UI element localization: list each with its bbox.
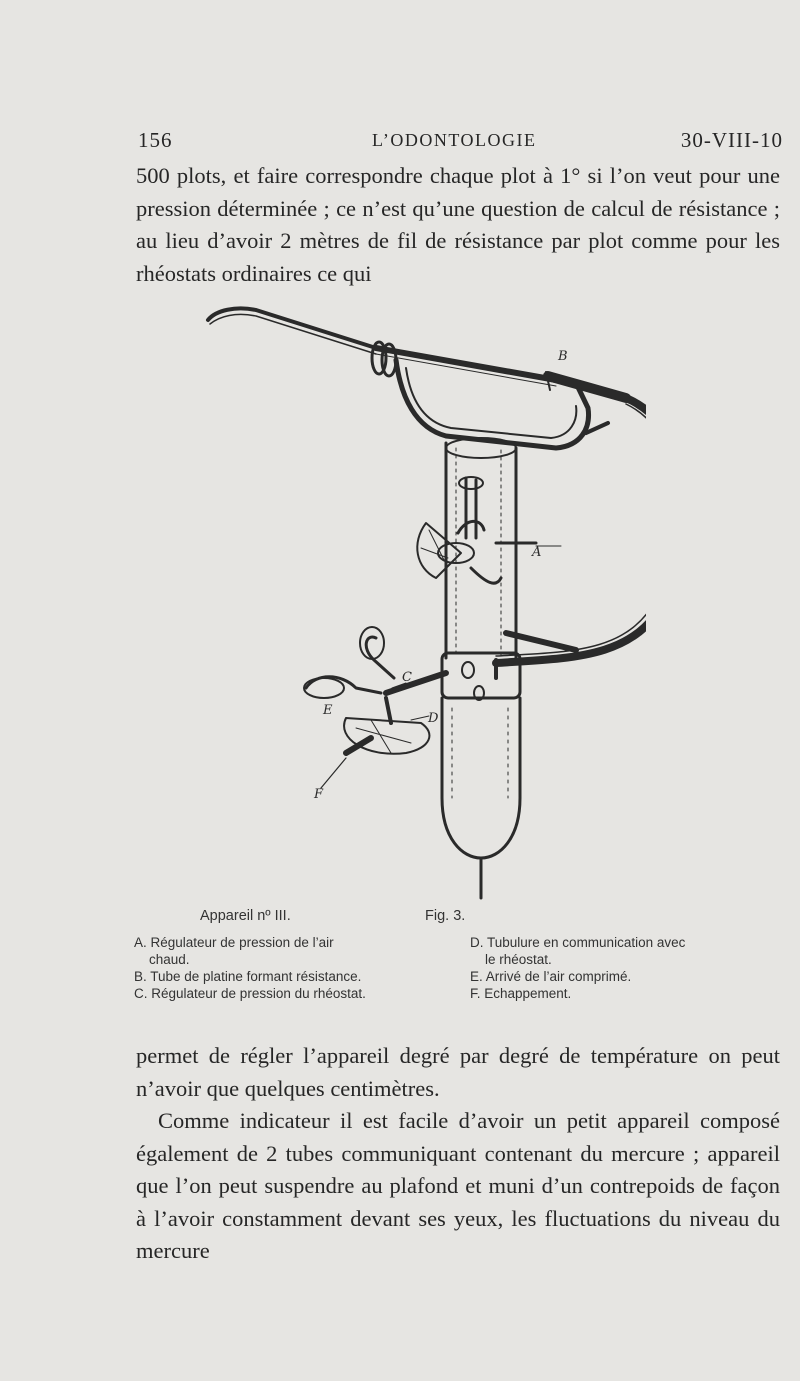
caption-appareil: Appareil nº III. — [200, 908, 291, 924]
journal-title: L’ODONTOLOGIE — [372, 130, 537, 150]
legend-left — [134, 934, 454, 1002]
paragraph-top: 500 plots, et faire correspondre chaque plot à 1° si l’on veut pour une pression déterminée ; ce n’est qu’une question de calcul de résistance ; au lieu d’avoir 2 mètres de fil de résistance par plot comme pour les rhéostats ordinaires ce qui — [136, 163, 780, 286]
paragraph-bottom-2-text: Comme indicateur il est facile d’avoir un petit appareil composé également de 2 tubes communiquant contenant du mercure ; appareil que l’on peut suspendre au plafond et muni d’un contrepoids de façon à l’avoir constamment devant ses yeux, les fluctuations du niveau du mercure — [136, 1108, 780, 1263]
page-header — [138, 128, 783, 158]
paragraph-bottom-2 — [136, 1105, 780, 1268]
apparatus-illustration — [196, 298, 646, 908]
page-number: 156 — [138, 128, 173, 152]
legend-item-b: B. Tube de platine formant résistance. — [134, 969, 362, 984]
legend-right — [470, 934, 790, 1002]
figure-label-a: A — [532, 545, 542, 560]
legend-item-c: C. Régulateur de pression du rhéostat. — [134, 986, 366, 1001]
legend-item-a-cont: chaud. — [149, 952, 190, 967]
legend-item-d-cont: le rhéostat. — [485, 952, 552, 967]
date-code: 30-VIII-10 — [680, 128, 783, 152]
paragraph-bottom — [136, 1040, 780, 1268]
legend-item-a: A. Régulateur de pression de l’air — [134, 935, 334, 950]
figure-label-f: F — [314, 787, 324, 802]
figure-label-e: E — [323, 703, 333, 718]
legend-item-d: D. Tubulure en communication avec — [470, 935, 686, 950]
legend-item-f: F. Echappement. — [470, 986, 572, 1001]
figure-label-b: B — [558, 349, 568, 364]
legend-item-e: E. Arrivé de l’air comprimé. — [470, 969, 632, 984]
figure-label-c: C — [402, 670, 412, 685]
paragraph-bottom-1: permet de régler l’appareil degré par degré de température on peut n’avoir que quelques centimètres. — [136, 1043, 780, 1101]
caption-fig-number: Fig. 3. — [425, 908, 466, 924]
figure-label-d: D — [428, 711, 439, 726]
